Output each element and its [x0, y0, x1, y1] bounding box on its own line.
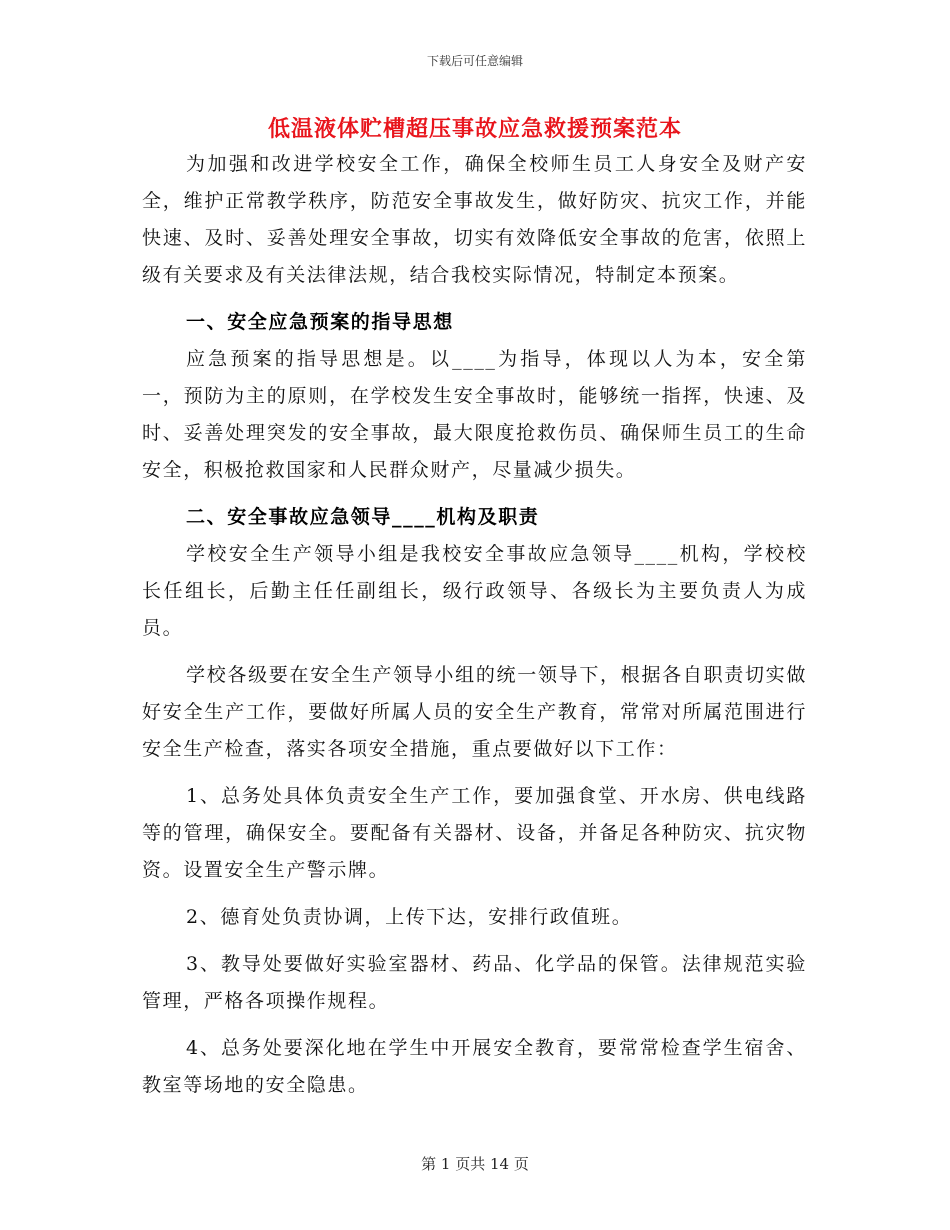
document-title: 低温液体贮槽超压事故应急救援预案范本	[267, 116, 682, 142]
paragraph-intro: 为加强和改进学校安全工作，确保全校师生员工人身安全及财产安全，维护正常教学秩序，防范安全事故发生，做好防灾、抗灾工作，并能快速、及时、妥善处理安全事故，切实有效降低安全事故的危害，依照上级有关要求及有关法律法规，结合我校实际情况，特制定本预案。	[142, 153, 807, 286]
section-heading-1: 一、安全应急预案的指导思想	[186, 311, 454, 333]
document-body	[142, 146, 807, 1104]
list-item-4: 4、总务处要深化地在学生中开展安全教育，要常常检查学生宿舍、教室等场地的安全隐患。	[142, 1037, 807, 1096]
paragraph-responsibilities: 学校各级要在安全生产领导小组的统一领导下，根据各自职责切实做好安全生产工作，要做好所属人员的安全生产教育，常常对所属范围进行安全生产检查，落实各项安全措施，重点要做好以下工作：	[142, 664, 807, 760]
paragraph-leadership-group: 学校安全生产领导小组是我校安全事故应急领导____机构，学校校长任组长，后勤主任任副组长，级行政领导、各级长为主要负责人为成员。	[142, 543, 807, 639]
section-heading-2: 二、安全事故应急领导____机构及职责	[186, 506, 540, 528]
page-header: 下载后可任意编辑	[426, 54, 523, 68]
page-footer: 第 1 页共 14 页	[421, 1155, 529, 1173]
list-item-3: 3、教导处要做好实验室器材、药品、化学品的保管。法律规范实验管理，严格各项操作规程。	[142, 953, 807, 1012]
paragraph-guiding-ideology: 应急预案的指导思想是。以____为指导，体现以人为本，安全第一，预防为主的原则，在学校发生安全事故时，能够统一指挥，快速、及时、妥善处理突发的安全事故，最大限度抢救伤员、确保师生员工的生命安全，积极抢救国家和人民群众财产，尽量减少损失。	[142, 348, 807, 481]
list-item-2: 2、德育处负责协调，上传下达，安排行政值班。	[186, 906, 633, 928]
list-item-1: 1、总务处具体负责安全生产工作，要加强食堂、开水房、供电线路等的管理，确保安全。要配备有关器材、设备，并备足各种防灾、抗灾物资。设置安全生产警示牌。	[142, 785, 807, 881]
